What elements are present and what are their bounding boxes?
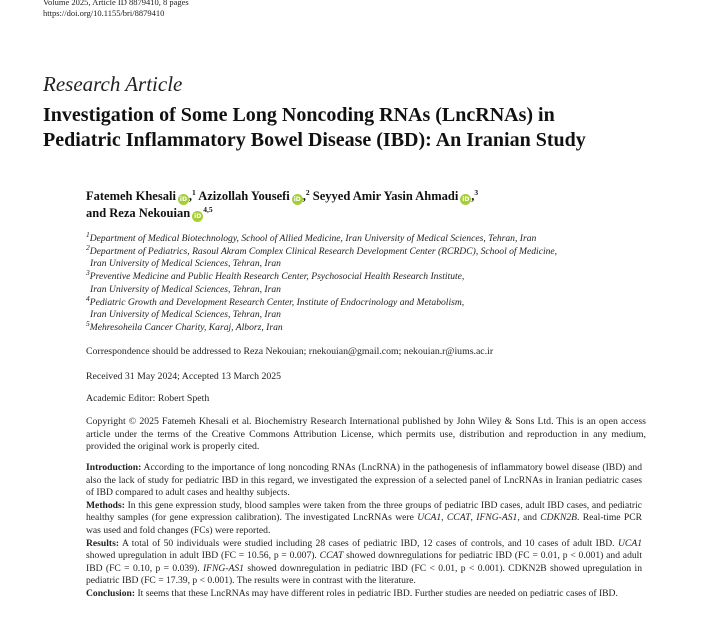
article-title (43, 103, 683, 153)
author-affiliation-sup: 3 (474, 187, 479, 197)
volume-info: Volume 2025, Article ID 8879410, 8 pages (43, 0, 189, 7)
section-heading: Methods: (86, 499, 125, 511)
affiliation-list (86, 229, 646, 335)
orcid-icon[interactable]: iD (293, 196, 301, 203)
abstract-results: Results: A total of 50 individuals were studied including 28 cases of pediatric IBD, 12 cases of controls, and 10 cases of adult IBD. UCA1 showed upregulation in adult IBD (FC = 10.56, p = 0.007). CCAT showed downregulations for pediatric IBD (FC = 0.01, p < 0.001) and adult IBD (FC = 0.10, p = 0.039). IFNG-AS1 showed downregulation in pediatric IBD (FC < 0.01, p < 0.001). CDKN2B showed upregulation in pediatric IBD (FC = 17.39, p < 0.001). The results were in contrast with the literature. (86, 537, 642, 587)
section-heading: Conclusion: (86, 587, 136, 599)
orcid-icon[interactable]: iD (194, 213, 202, 220)
author-affiliation-sup: 1 (192, 187, 196, 197)
affiliation-2-cont: Iran University of Medical Sciences, Tehran, Iran (90, 258, 281, 270)
author-1: Fatemeh Khesali iD ,$^1$ (86, 187, 196, 203)
author-affiliation-sup: 4,5 (203, 204, 213, 214)
abstract (86, 462, 642, 601)
abstract-introduction: Introduction: According to the importance of long noncoding RNAs (LncRNA) in the pathogenesis of inflammatory bowel disease (IBD) and also the lack of study for pediatric IBD in this regard, we investigated the expression of a selected panel of LncRNAs in Iranian pediatric cases of IBD compared to adult cases and healthy subjects. (86, 462, 642, 499)
abstract-conclusion: Conclusion: It seems that these LncRNAs may have different roles in pediatric IBD. Further studies are needed on pediatric cases of IBD. (86, 587, 618, 599)
correspondence-line: Correspondence should be addressed to Reza Nekouian; rnekouian@gmail.com; nekouian.r@iums.ac.ir (86, 346, 494, 357)
author-name: Reza Nekouian (109, 206, 191, 220)
section-heading: Results: (86, 537, 120, 549)
author-name: Azizollah Yousefi (198, 189, 290, 203)
author-list (86, 188, 646, 222)
author-affiliation-sup: 2 (305, 187, 310, 197)
abstract-methods: Methods: In this gene expression study, blood samples were taken from the three groups of pediatric IBD cases, adult IBD cases, and pediatric healthy samples (for gene expression calibration). The investigated LncRNAs were UCA1, CCAT, IFNG-AS1, and CDKN2B. Real-time PCR was used and fold changes (FCs) were reported. (86, 499, 643, 536)
orcid-icon[interactable]: iD (179, 196, 187, 203)
author-4 (86, 206, 213, 220)
orcid-icon[interactable]: iD (462, 196, 470, 203)
copyright-notice: Copyright © 2025 Fatemeh Khesali et al. Biochemistry Research International published by John Wiley & Sons Ltd. This is an open access article under the terms of the Creative Commons Attribution License, which permits use, distribution and reproduction in any medium, provided the original work is properly cited. (86, 416, 646, 452)
affiliation-1: $^1$Department of Medical Biotechnology, School of Allied Medicine, Iran University of Medical Sciences, Tehran, Iran (86, 229, 537, 244)
author-2: Azizollah Yousefi iD ,$^2$ (198, 187, 310, 203)
affiliation-5: $^5$Mehresoheila Cancer Charity, Karaj, Alborz, Iran (86, 318, 283, 333)
affiliation-3-cont: Iran University of Medical Sciences, Tehran, Iran (90, 283, 281, 295)
academic-editor: Academic Editor: Robert Speth (86, 393, 210, 404)
title-line-1: Investigation of Some Long Noncoding RNAs (LncRNAs) in (43, 104, 555, 126)
section-heading: Introduction: (86, 462, 142, 473)
article-type-label: Research Article (43, 72, 183, 96)
author-name: Fatemeh Khesali (86, 189, 176, 203)
author-name: Seyyed Amir Yasin Ahmadi (312, 189, 459, 203)
affiliation-4-cont: Iran University of Medical Sciences, Tehran, Iran (90, 309, 281, 321)
received-accepted-dates: Received 31 May 2024; Accepted 13 March 2025 (86, 371, 282, 382)
affiliation-3: $^3$Preventive Medicine and Public Health Research Center, Psychosocial Health Research Institute, (86, 267, 465, 283)
affiliation-4: $^4$Pediatric Growth and Development Research Center, Institute of Endocrinology and Metabolism, (86, 293, 465, 308)
author-conjunction: and (86, 206, 107, 220)
title-line-2: Pediatric Inflammatory Bowel Disease (IBD): An Iranian Study (43, 129, 586, 151)
doi-link[interactable]: https://doi.org/10.1155/bri/8879410 (43, 8, 165, 18)
affiliation-2: $^2$Department of Pediatrics, Rasoul Akram Complex Clinical Research Development Center (RCRDC), School of Medicine, (86, 242, 558, 257)
journal-header (43, 0, 189, 19)
author-3: Seyyed Amir Yasin Ahmadi iD ,$^3$ (312, 187, 479, 203)
